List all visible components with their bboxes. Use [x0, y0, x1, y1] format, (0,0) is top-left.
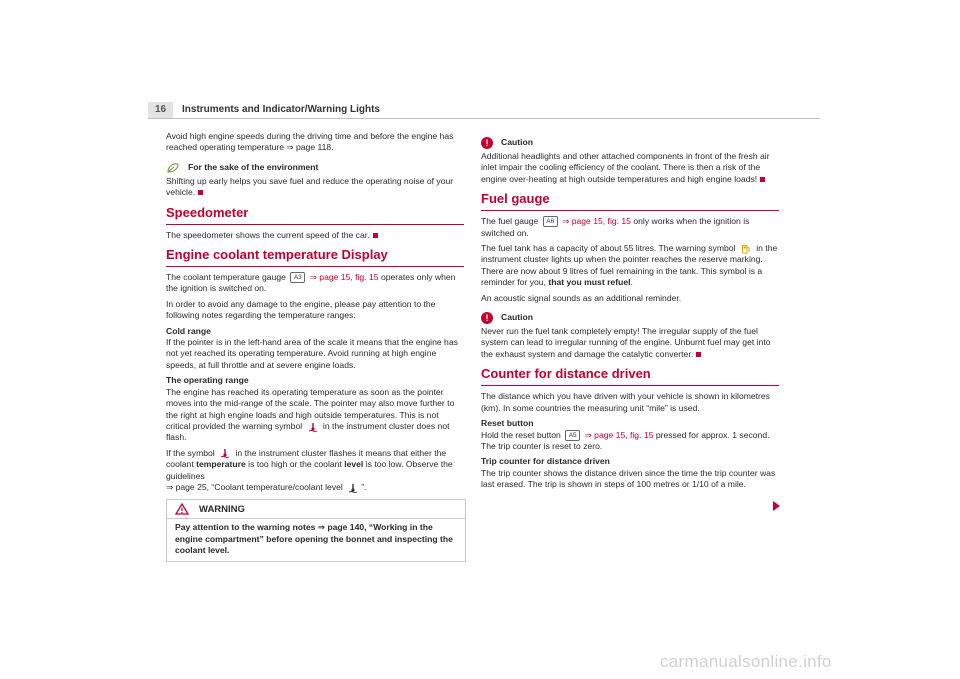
fuel-p2-text-b: in the instrument cluster lights up when the pointer reaches the reserve marking. There are now about 9 litres of fuel remaining in the tank. This symbol is a reminder for you, [481, 243, 778, 288]
warning-box [166, 499, 466, 561]
operating-range-text-a: The engine has reached its operating temperature as soon as the pointer moves into the mid-range of the scale. The pointer may also move further to the right at high engine loads and high outside temperatures. This is not critical provided the warning symbol [166, 386, 455, 431]
right-column [481, 131, 779, 495]
counter-heading: Counter for distance driven [481, 366, 779, 386]
fuel-paragraph-2 [481, 243, 779, 289]
coolant-temperature-icon [308, 422, 318, 432]
warning-box-header [167, 500, 465, 519]
caution-1-text [481, 151, 779, 185]
leaf-icon [166, 162, 180, 174]
caution-2-label: Caution [501, 312, 533, 323]
warning-label: WARNING [199, 503, 245, 515]
trip-counter-text: The trip counter shows the distance driven since the time the trip counter was last erased. The trip is shown in steps of 100 metres or 1/10 of a mile. [481, 467, 776, 490]
environment-note-text [166, 176, 464, 199]
intro-paragraph: Avoid high engine speeds during the driving time and before the engine has reached operating temperature ⇒ page 118. [166, 131, 454, 153]
reset-button-title: Reset button [481, 418, 534, 429]
caution-2-text [481, 326, 779, 360]
left-column [166, 131, 464, 562]
symbol-bold-level: level [344, 459, 364, 470]
trip-counter-title: Trip counter for distance driven [481, 456, 610, 467]
watermark: carmanualsonline.info [660, 652, 832, 671]
section-end-marker [373, 233, 378, 238]
fuel-p2-bold: that you must refuel [548, 277, 631, 288]
coolant-paragraph-1 [166, 272, 464, 295]
environment-note-heading [166, 162, 464, 174]
operating-range-text [166, 387, 464, 444]
header-title: Instruments and Indicator/Warning Lights [182, 104, 380, 115]
symbol-flash-paragraph [166, 448, 464, 494]
counter-paragraph-1: The distance which you have driven with your vehicle is shown in kilometres (km). In some countries the measuring unit “mile” is used. [481, 391, 770, 413]
environment-note-body: Shifting up early helps you save fuel and reduce the operating noise of your vehicle. [166, 175, 454, 198]
fuel-p2-text-a: The fuel tank has a capacity of about 55 litres. The warning symbol [481, 243, 736, 254]
operating-range-text-b: in the instrument cluster does not flash. [166, 420, 450, 443]
coolant-heading: Engine coolant temperature Display [166, 247, 464, 267]
speedometer-body: The speedometer shows the current speed of the car. [166, 229, 370, 240]
page-reference-link[interactable]: ⇒ page 15, fig. 15 [584, 429, 654, 440]
symbol-text-b: in the instrument cluster flashes it means that either the coolant [166, 447, 447, 470]
coolant-temperature-icon [220, 448, 230, 458]
cold-range-title: Cold range [166, 325, 211, 336]
operating-range-title: The operating range [166, 375, 249, 386]
coolant-paragraph-2: In order to avoid any damage to the engine, please pay attention to the following notes regarding the temperature ranges: [166, 298, 436, 321]
section-end-marker [760, 177, 765, 182]
next-page-arrow-icon[interactable] [770, 500, 782, 512]
symbol-text-f: ”. [361, 481, 367, 492]
caution-2-heading [481, 312, 779, 324]
page-reference-link[interactable]: ⇒ page 15, fig. 15 [562, 216, 631, 227]
fuel-gauge-heading: Fuel gauge [481, 191, 779, 211]
reset-text-b: pressed for approx. 1 second. The trip counter is reset to zero. [481, 429, 770, 451]
coolant-p1-text: The coolant temperature gauge [166, 272, 286, 283]
callout-badge-a3: A3 [290, 272, 305, 283]
caution-2-body: Never run the fuel tank completely empty! The irregular supply of the fuel system can lead to irregular running of the engine. Unburnt fuel may get into the exhaust system and damage the catalytic converter. [481, 326, 771, 359]
caution-icon: ! [481, 312, 493, 324]
caution-1-label: Caution [501, 137, 533, 148]
fuel-p1-text: The fuel gauge [481, 216, 539, 227]
fuel-paragraph-3: An acoustic signal sounds as an additional reminder. [481, 292, 682, 303]
reset-button-text [481, 430, 779, 453]
symbol-text-d: is too low. Observe the guidelines [166, 459, 453, 481]
symbol-text-c: is too high or the coolant [248, 459, 342, 470]
page-number: 16 [148, 102, 173, 118]
coolant-p1-text-end: operates only when the ignition is switched on. [166, 272, 456, 294]
fuel-pump-icon [741, 244, 751, 254]
fuel-p2-end: . [630, 277, 633, 288]
coolant-level-icon [348, 483, 358, 493]
fuel-paragraph-1 [481, 216, 779, 239]
speedometer-text [166, 230, 464, 241]
cold-range-text: If the pointer is in the left-hand area of the scale it means that the engine has not yet reached its operating temperature. Avoid running at high engine speeds, at full throttle and at severe engine loads. [166, 337, 458, 370]
section-end-marker [198, 190, 203, 195]
callout-badge-a5: A5 [565, 430, 580, 441]
caution-1-body: Additional headlights and other attached components in front of the fresh air inlet impair the cooling efficiency of the coolant. There is then a risk of the engine over-heating at high outside temperatures and high engine loads! [481, 151, 770, 184]
fuel-p1-text-end: only works when the ignition is switched on. [481, 216, 750, 238]
header-rule [148, 118, 820, 119]
warning-triangle-icon [175, 503, 189, 515]
caution-1-heading [481, 137, 779, 149]
page-reference-link[interactable]: ⇒ page 15, fig. 15 [309, 272, 379, 283]
warning-text: Pay attention to the warning notes ⇒ page 140, “Working in the engine compartment” before opening the bonnet and inspecting the coolant level. [175, 522, 453, 556]
callout-badge-a6: A6 [543, 216, 558, 227]
caution-icon: ! [481, 137, 493, 149]
section-end-marker [696, 352, 701, 357]
environment-note-title: For the sake of the environment [188, 162, 319, 173]
symbol-bold-temperature: temperature [196, 459, 246, 470]
symbol-page-reference[interactable]: ⇒ page 25, “Coolant temperature/coolant level [166, 481, 343, 492]
symbol-text-a: If the symbol [166, 447, 215, 458]
speedometer-heading: Speedometer [166, 205, 464, 225]
reset-text-a: Hold the reset button [481, 429, 561, 440]
